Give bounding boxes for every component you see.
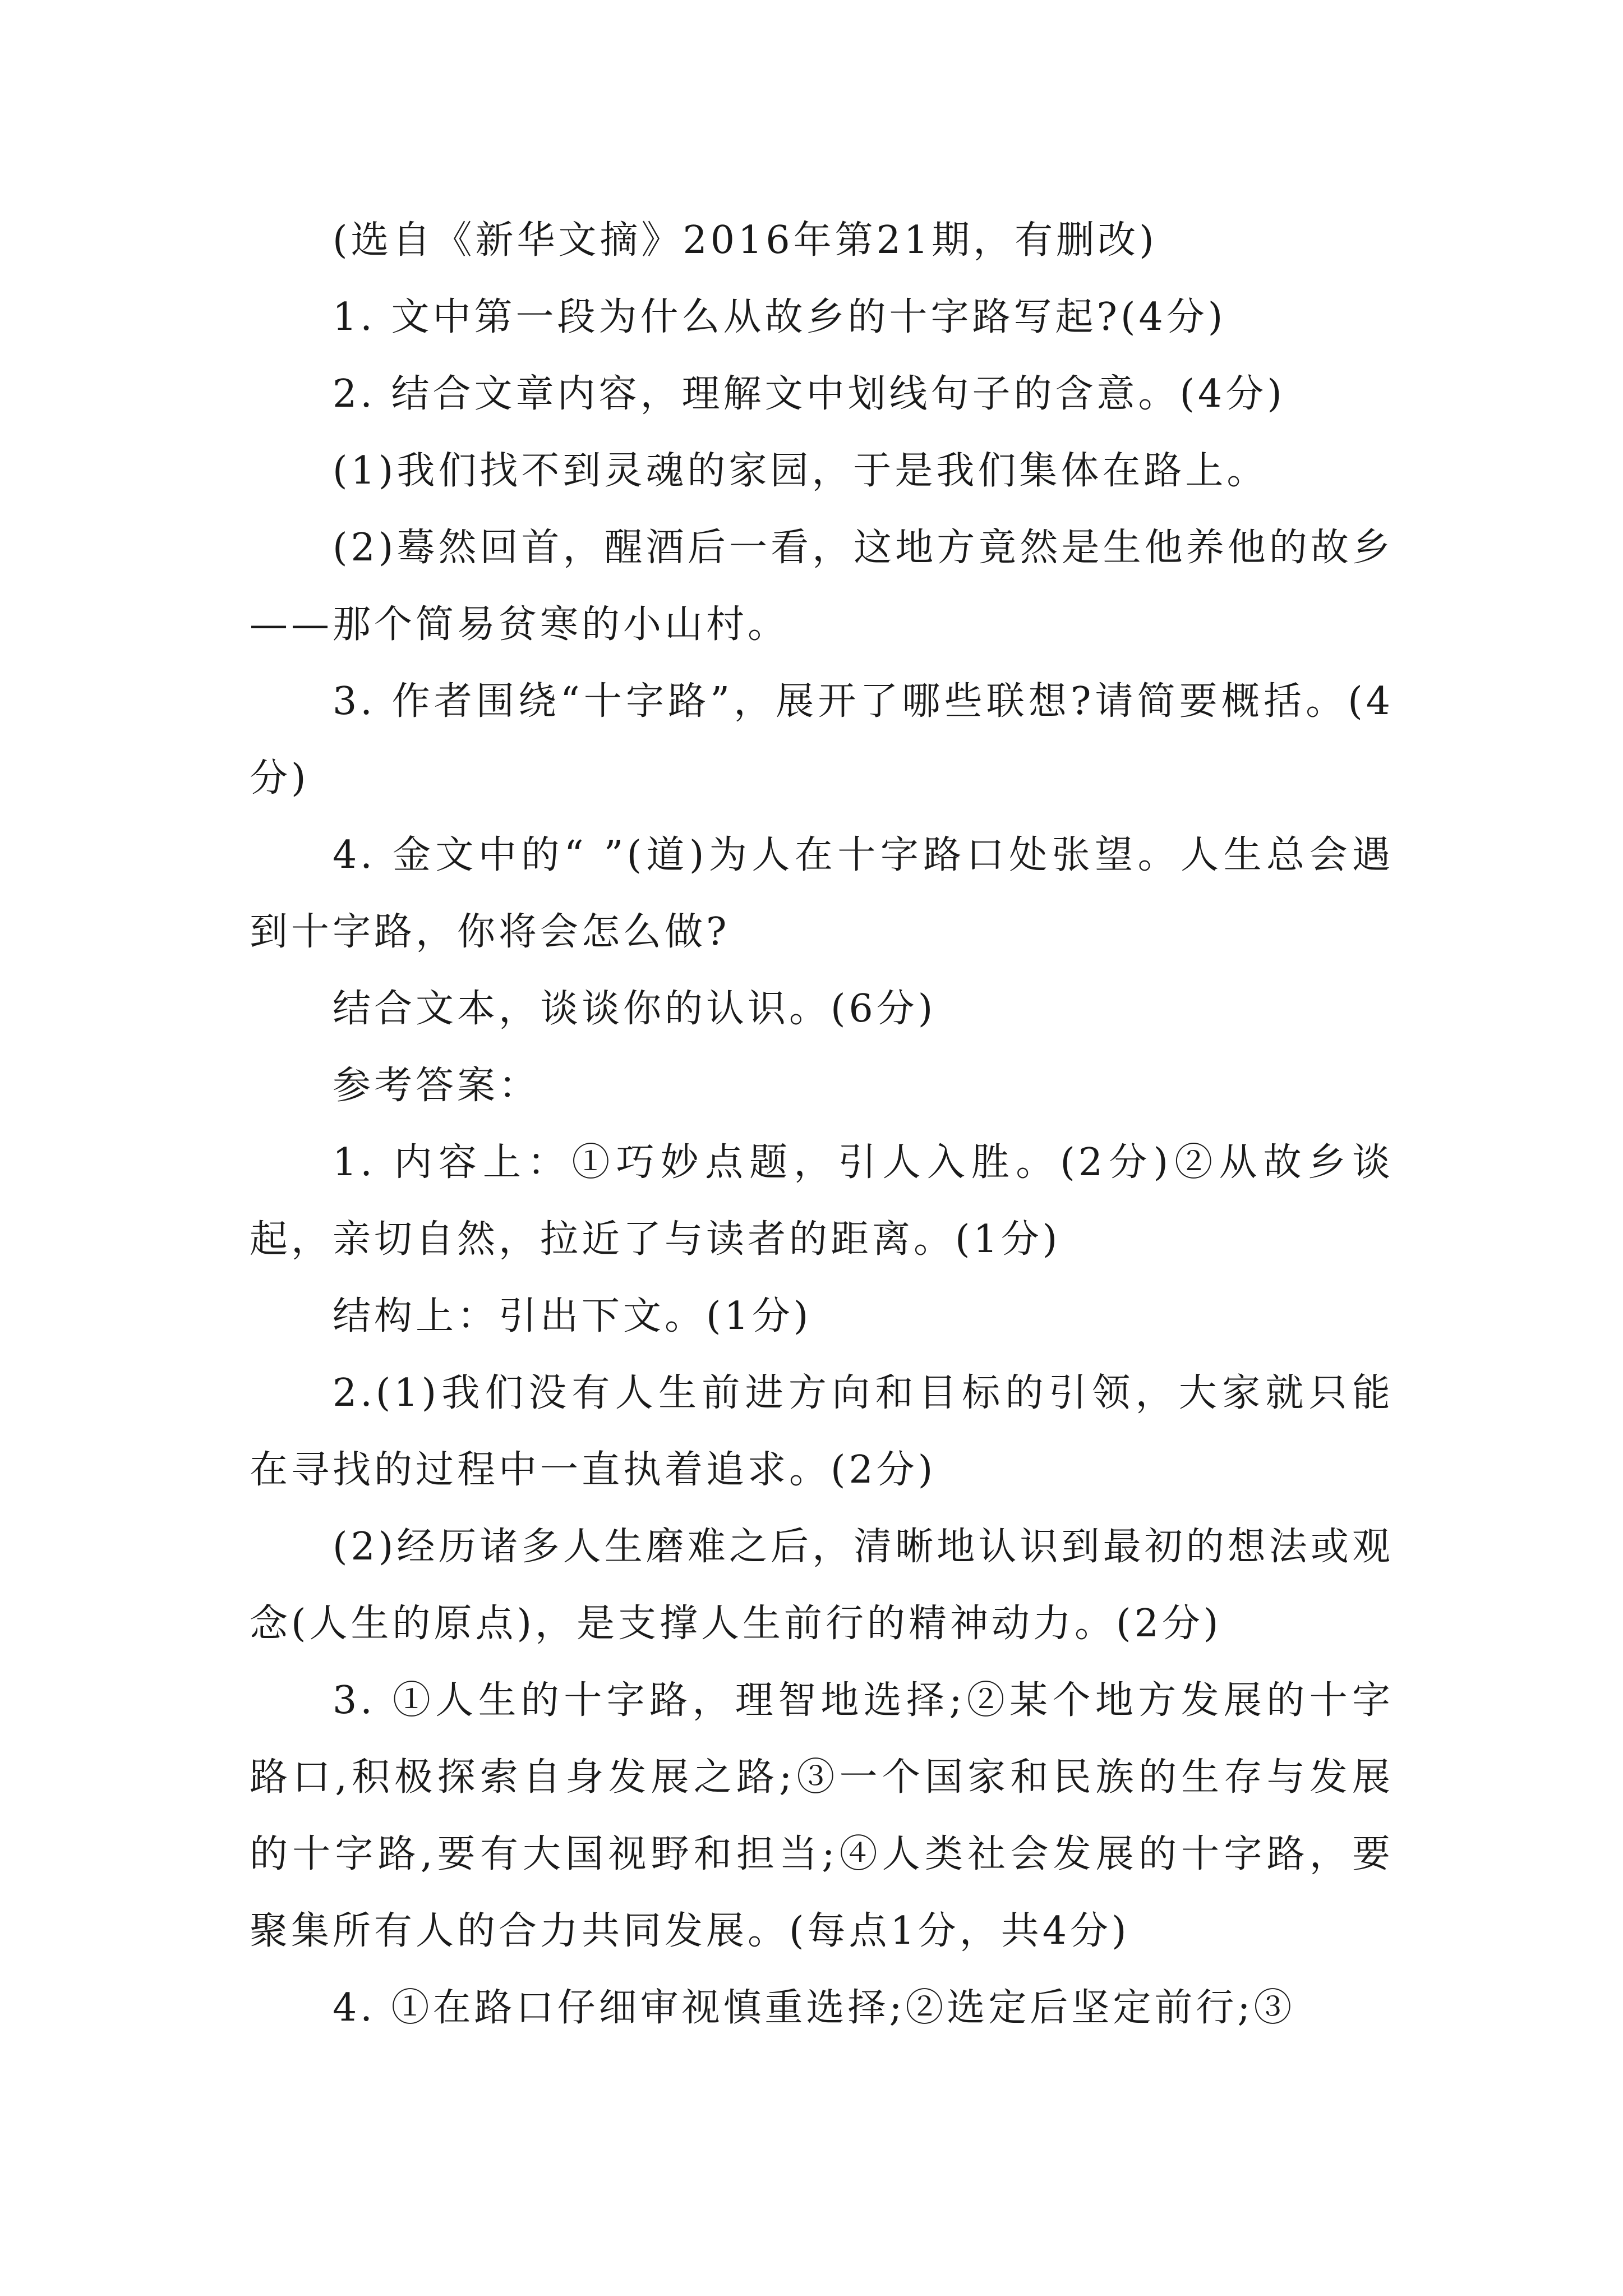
question-4: 4. 金文中的“ ”(道)为人在十字路口处张望。人生总会遇到十字路，你将会怎么做? [250, 833, 1394, 954]
question-2-sentence-1: (1)我们找不到灵魂的家园，于是我们集体在路上。 [333, 449, 1269, 493]
document-body [250, 202, 1394, 2046]
source-note: (选自《新华文摘》2016年第21期，有删改) [333, 218, 1158, 263]
answer-1-content: 1. 内容上：①巧妙点题，引人入胜。(2分)②从故乡谈起，亲切自然，拉近了与读者的距离。(1分) [250, 1140, 1394, 1262]
question-2-sentence-2: (2)蓦然回首，醒酒后一看，这地方竟然是生他养他的故乡——那个简易贫寒的小山村。 [250, 526, 1394, 647]
answer-2-part-1: 2.(1)我们没有人生前进方向和目标的引领，大家就只能在寻找的过程中一直执着追求。(2分) [250, 1371, 1394, 1492]
question-1: 1. 文中第一段为什么从故乡的十字路写起?(4分) [333, 295, 1227, 339]
answer-4: 4. ①在路口仔细审视慎重选择;②选定后坚定前行;③ [333, 1986, 1295, 2030]
answers-heading: 参考答案： [333, 1064, 541, 1108]
question-4-instruction: 结合文本，谈谈你的认识。(6分) [333, 987, 937, 1031]
answer-2-part-2: (2)经历诸多人生磨难之后，清晰地认识到最初的想法或观念(人生的原点)，是支撑人生前行的精神动力。(2分) [250, 1525, 1394, 1646]
question-2: 2. 结合文章内容，理解文中划线句子的含意。(4分) [333, 372, 1285, 416]
answer-3: 3. ①人生的十字路，理智地选择;②某个地方发展的十字路口,积极探索自身发展之路;③一个国家和民族的生存与发展的十字路,要有大国视野和担当;④人类社会发展的十字路，要聚集所有人的合力共同发展。(每点1分，共4分) [250, 1678, 1394, 1953]
answer-1-structure: 结构上：引出下文。(1分) [333, 1294, 812, 1338]
question-3: 3. 作者围绕“十字路”，展开了哪些联想?请简要概括。(4分) [250, 679, 1394, 800]
